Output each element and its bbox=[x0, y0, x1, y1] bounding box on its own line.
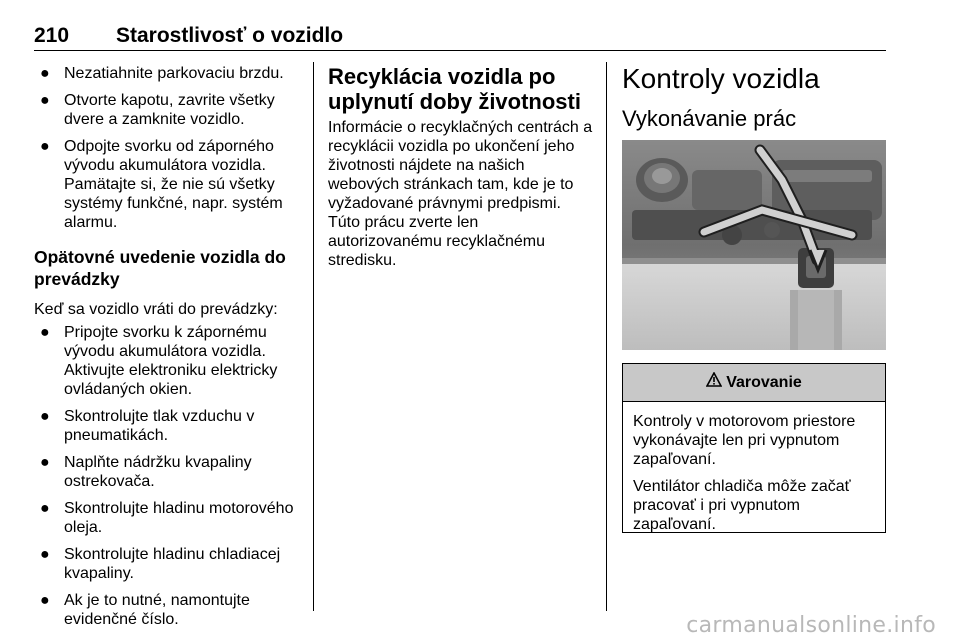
warning-paragraph: Ventilátor chladiča môže začať pracovať i pri vypnutom zapaľovaní. bbox=[633, 478, 851, 533]
warning-title: Varovanie bbox=[726, 374, 802, 391]
list-item: ● Skontrolujte hladinu motorového oleja. bbox=[40, 500, 294, 536]
chapter-heading: Kontroly vozidla bbox=[622, 63, 820, 94]
section-heading-work: Vykonávanie prác bbox=[622, 106, 797, 131]
warning-header bbox=[623, 364, 885, 402]
bullet-icon: ● bbox=[40, 138, 50, 155]
warning-body bbox=[623, 402, 885, 534]
column-divider-right bbox=[606, 62, 607, 611]
list-item: ● Ak je to nutné, namontujte evidenčné číslo. bbox=[40, 592, 250, 628]
list-item: ● Skontrolujte hladinu chladiacej kvapaliny. bbox=[40, 546, 281, 582]
section-heading-recommissioning: Opätovné uvedenie vozidla do prevádzky bbox=[34, 247, 286, 289]
bullet-icon: ● bbox=[40, 500, 50, 517]
page-number: 210 bbox=[34, 24, 70, 47]
warning-triangle-icon bbox=[706, 364, 722, 401]
intro-text: Keď sa vozidlo vráti do prevádzky: bbox=[34, 301, 278, 318]
warning-paragraph: Kontroly v motorovom priestore vykonávajte len pri vypnutom zapaľovaní. bbox=[633, 413, 856, 468]
list-item: ● Odpojte svorku od záporného vývodu akumulátora vozidla. Pamätajte si, že nie sú všetky systémy funkčné, napr. systém alarmu. bbox=[40, 138, 283, 231]
column-divider-left bbox=[313, 62, 314, 611]
section-heading-recycling: Recyklácia vozidla po uplynutí doby životnosti bbox=[328, 64, 581, 114]
list-item: ● Naplňte nádržku kvapaliny ostrekovača. bbox=[40, 454, 252, 490]
bullet-icon: ● bbox=[40, 454, 50, 471]
bullet-icon: ● bbox=[40, 65, 50, 82]
engine-bay-photo bbox=[622, 140, 886, 350]
list-item: ● Nezatiahnite parkovaciu brzdu. bbox=[40, 65, 284, 82]
bullet-list-storage bbox=[34, 64, 302, 232]
page-title: Starostlivosť o vozidlo bbox=[116, 24, 344, 47]
column-right bbox=[622, 64, 886, 132]
page-header bbox=[34, 24, 886, 48]
watermark: carmanualsonline.info bbox=[686, 613, 936, 638]
list-item: ● Otvorte kapotu, zavrite všetky dvere a zamknite vozidlo. bbox=[40, 92, 275, 128]
header-rule bbox=[34, 50, 886, 51]
list-item: ● Pripojte svorku k zápornému vývodu akumulátora vozidla. Aktivujte elektroniku elektricky ovládaných okien. bbox=[40, 324, 278, 398]
bullet-icon: ● bbox=[40, 324, 50, 341]
warning-box bbox=[622, 363, 886, 533]
column-left bbox=[34, 64, 302, 637]
recycling-text: Informácie o recyklačných centrách a recyklácii vozidla po ukončení jeho životnosti nájdete na našich webových stránkach tam, kde je to vyžadované právnymi predpismi. Túto prácu zverte len autorizovanému recyklačnému stredisku. bbox=[328, 119, 593, 269]
bullet-list-recommissioning bbox=[34, 323, 302, 629]
bullet-icon: ● bbox=[40, 92, 50, 109]
bullet-icon: ● bbox=[40, 592, 50, 609]
column-middle bbox=[328, 64, 596, 270]
bullet-icon: ● bbox=[40, 408, 50, 425]
bullet-icon: ● bbox=[40, 546, 50, 563]
list-item: ● Skontrolujte tlak vzduchu v pneumatikách. bbox=[40, 408, 255, 444]
